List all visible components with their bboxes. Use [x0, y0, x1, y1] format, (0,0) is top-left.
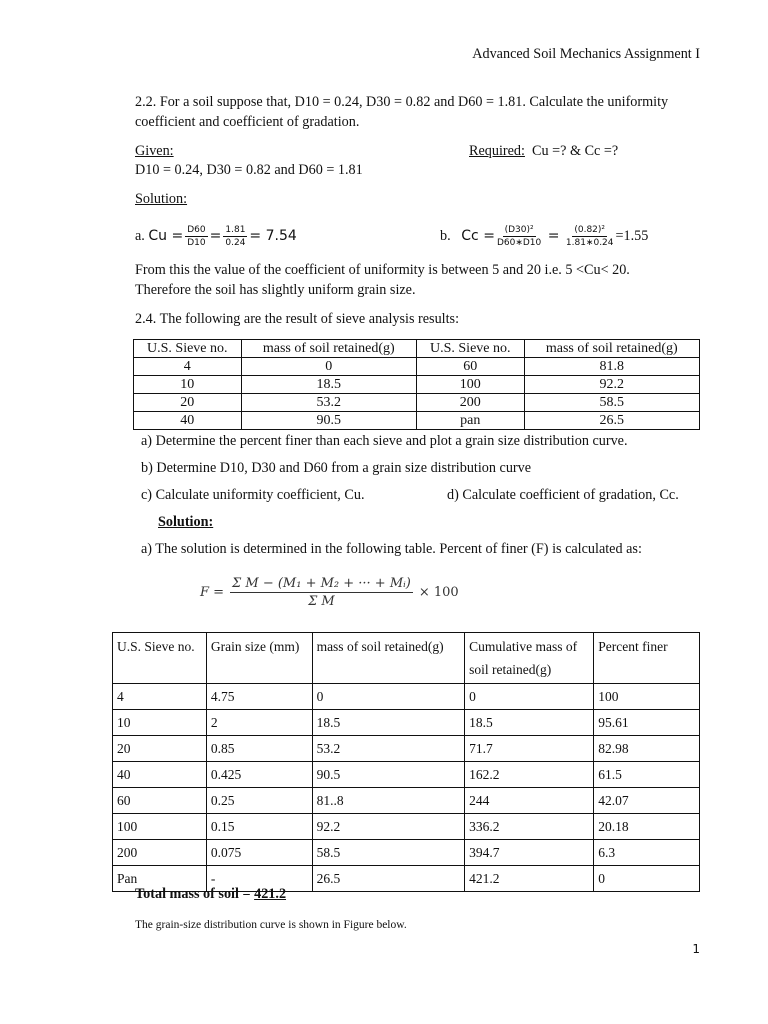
sieve-data-table — [133, 339, 700, 430]
table-cell: 92.2 — [312, 814, 465, 840]
table-cell: 2 — [206, 710, 312, 736]
table-cell: 61.5 — [594, 762, 700, 788]
formula-tail: × 100 — [418, 585, 459, 600]
table-cell: 336.2 — [465, 814, 594, 840]
task-d: d) Calculate coefficient of gradation, Cc. — [447, 487, 679, 503]
table-row — [113, 736, 700, 762]
table-cell: 81..8 — [312, 788, 465, 814]
table-cell: 162.2 — [465, 762, 594, 788]
task-b: b) Determine D10, D30 and D60 from a grain size distribution curve — [141, 460, 532, 476]
conclusion-line1: From this the value of the coefficient of uniformity is between 5 and 20 i.e. 5 <Cu< 20. — [135, 262, 630, 278]
table-cell: 4.75 — [206, 684, 312, 710]
cc-result: =1.55 — [615, 228, 649, 244]
total-mass — [135, 884, 286, 904]
total-mass-label: Total mass of soil = — [135, 886, 255, 902]
cc-prefix: b. — [440, 228, 451, 244]
table-cell: 394.7 — [465, 840, 594, 866]
cu-fraction-2: $\frac{1.81}{0.24}$ — [225, 224, 246, 248]
table-cell: 18.5 — [465, 710, 594, 736]
formula-lhs: F = — [200, 585, 225, 600]
table-header: Cumulative mass of soil retained(g) — [465, 633, 594, 684]
table-cell: 58.5 — [524, 394, 699, 412]
table-cell: 95.61 — [594, 710, 700, 736]
table-row — [134, 358, 700, 376]
table-header: U.S. Sieve no. — [113, 633, 207, 684]
cc-equation: b. Cc = $\frac{\text{(D30)²}}{D60∗D10}$ = $\frac{\text{(0.82)²}}{1.81∗0.24}$ =1.55 — [440, 224, 649, 248]
table-cell: 0.425 — [206, 762, 312, 788]
q22-line2: coefficient and coefficient of gradation. — [135, 114, 360, 130]
solution-label-2: Solution: — [158, 514, 214, 530]
table-cell: 100 — [594, 684, 700, 710]
table-row — [113, 840, 700, 866]
table-cell: 100 — [113, 814, 207, 840]
task-c: c) Calculate uniformity coefficient, Cu. — [141, 487, 365, 503]
solution-a-text: a) The solution is determined in the following table. Percent of finer (F) is calculated as: — [141, 541, 642, 557]
given-values: D10 = 0.24, D30 = 0.82 and D60 = 1.81 — [135, 162, 363, 178]
table-cell: 0 — [241, 358, 416, 376]
table-cell: 26.5 — [312, 866, 465, 892]
table-cell: 0 — [465, 684, 594, 710]
table-cell: 0.15 — [206, 814, 312, 840]
table-cell: Pan — [113, 866, 207, 892]
cu-lhs: Cu = — [148, 228, 184, 244]
table-header: U.S. Sieve no. — [416, 340, 524, 358]
table-header-row — [134, 340, 700, 358]
table-cell: 10 — [113, 710, 207, 736]
q22-line1: 2.2. For a soil suppose that, D10 = 0.24, D30 = 0.82 and D60 = 1.81. Calculate the uniformity — [135, 94, 669, 110]
table-cell: 10 — [134, 376, 242, 394]
given-label: Given: — [135, 143, 174, 159]
table-cell: 100 — [416, 376, 524, 394]
table-cell: 81.8 — [524, 358, 699, 376]
table-cell: 421.2 — [465, 866, 594, 892]
table-cell: 18.5 — [241, 376, 416, 394]
table-cell: 90.5 — [241, 412, 416, 430]
table-header: mass of soil retained(g) — [524, 340, 699, 358]
total-mass-value: 421.2 — [254, 886, 287, 902]
figure-caption: The grain-size distribution curve is shown in Figure below. — [135, 919, 407, 931]
table-header: mass of soil retained(g) — [241, 340, 416, 358]
table-cell: 71.7 — [465, 736, 594, 762]
required — [469, 141, 618, 161]
table-cell: 0.25 — [206, 788, 312, 814]
table-cell: 42.07 — [594, 788, 700, 814]
table-header: mass of soil retained(g) — [312, 633, 465, 684]
table-cell: 40 — [113, 762, 207, 788]
table-row — [113, 710, 700, 736]
table-header: Percent finer — [594, 633, 700, 684]
table-header: U.S. Sieve no. — [134, 340, 242, 358]
task-a: a) Determine the percent finer than each sieve and plot a grain size distribution curve. — [141, 433, 628, 449]
formula-fraction: $\frac{\text{Σ M − (M₁ + M₂ + ··· + Mᵢ)}}{\text{Σ M}}$ — [232, 576, 411, 609]
table-header-row — [113, 633, 700, 684]
cu-result: = 7.54 — [249, 228, 297, 244]
table-row — [113, 684, 700, 710]
table-cell: 20 — [113, 736, 207, 762]
table-cell: 0 — [312, 684, 465, 710]
table-cell: 60 — [416, 358, 524, 376]
table-row — [113, 762, 700, 788]
required-label: Required: — [469, 143, 525, 159]
table-cell: 200 — [416, 394, 524, 412]
cc-lhs: Cc = — [461, 228, 495, 244]
table-cell: 20 — [134, 394, 242, 412]
table-cell: 244 — [465, 788, 594, 814]
conclusion-line2: Therefore the soil has slightly uniform grain size. — [135, 282, 416, 298]
table-row — [134, 376, 700, 394]
page-number: 1 — [692, 942, 700, 956]
table-cell: 53.2 — [241, 394, 416, 412]
table-cell: 4 — [113, 684, 207, 710]
table-cell: 0 — [594, 866, 700, 892]
solution-label-1: Solution: — [135, 191, 188, 207]
table-cell: 26.5 — [524, 412, 699, 430]
table-cell: 6.3 — [594, 840, 700, 866]
table-row — [113, 788, 700, 814]
page-header: Advanced Soil Mechanics Assignment I — [472, 46, 700, 62]
percent-finer-formula — [200, 575, 459, 610]
table-cell: 58.5 — [312, 840, 465, 866]
table-cell: 53.2 — [312, 736, 465, 762]
table-cell: 18.5 — [312, 710, 465, 736]
cc-fraction-2: $\frac{\text{(0.82)²}}{1.81∗0.24}$ — [565, 224, 614, 248]
cu-prefix: a. — [135, 228, 145, 244]
table-cell: 40 — [134, 412, 242, 430]
cc-fraction-1: $\frac{\text{(D30)²}}{D60∗D10}$ — [496, 224, 542, 248]
table-cell: 90.5 — [312, 762, 465, 788]
table-row — [134, 394, 700, 412]
table-cell: 82.98 — [594, 736, 700, 762]
q24-intro: 2.4. The following are the result of sieve analysis results: — [135, 311, 460, 327]
cu-equation: a. Cu = $\frac{D60}{D10}$ = $\frac{1.81}{0.24}$ = 7.54 — [135, 224, 297, 248]
table-cell: 92.2 — [524, 376, 699, 394]
table-cell: - — [206, 866, 312, 892]
table-row — [113, 814, 700, 840]
table-cell: 20.18 — [594, 814, 700, 840]
table-cell: 4 — [134, 358, 242, 376]
table-cell: 0.075 — [206, 840, 312, 866]
table-cell: 60 — [113, 788, 207, 814]
table-header: Grain size (mm) — [206, 633, 312, 684]
table-cell: 0.85 — [206, 736, 312, 762]
table-row — [134, 412, 700, 430]
table-cell: 200 — [113, 840, 207, 866]
required-values: Cu =? & Cc =? — [532, 143, 619, 159]
table-cell: pan — [416, 412, 524, 430]
percent-finer-table — [112, 632, 700, 892]
cu-fraction-1: $\frac{D60}{D10}$ — [187, 224, 206, 248]
